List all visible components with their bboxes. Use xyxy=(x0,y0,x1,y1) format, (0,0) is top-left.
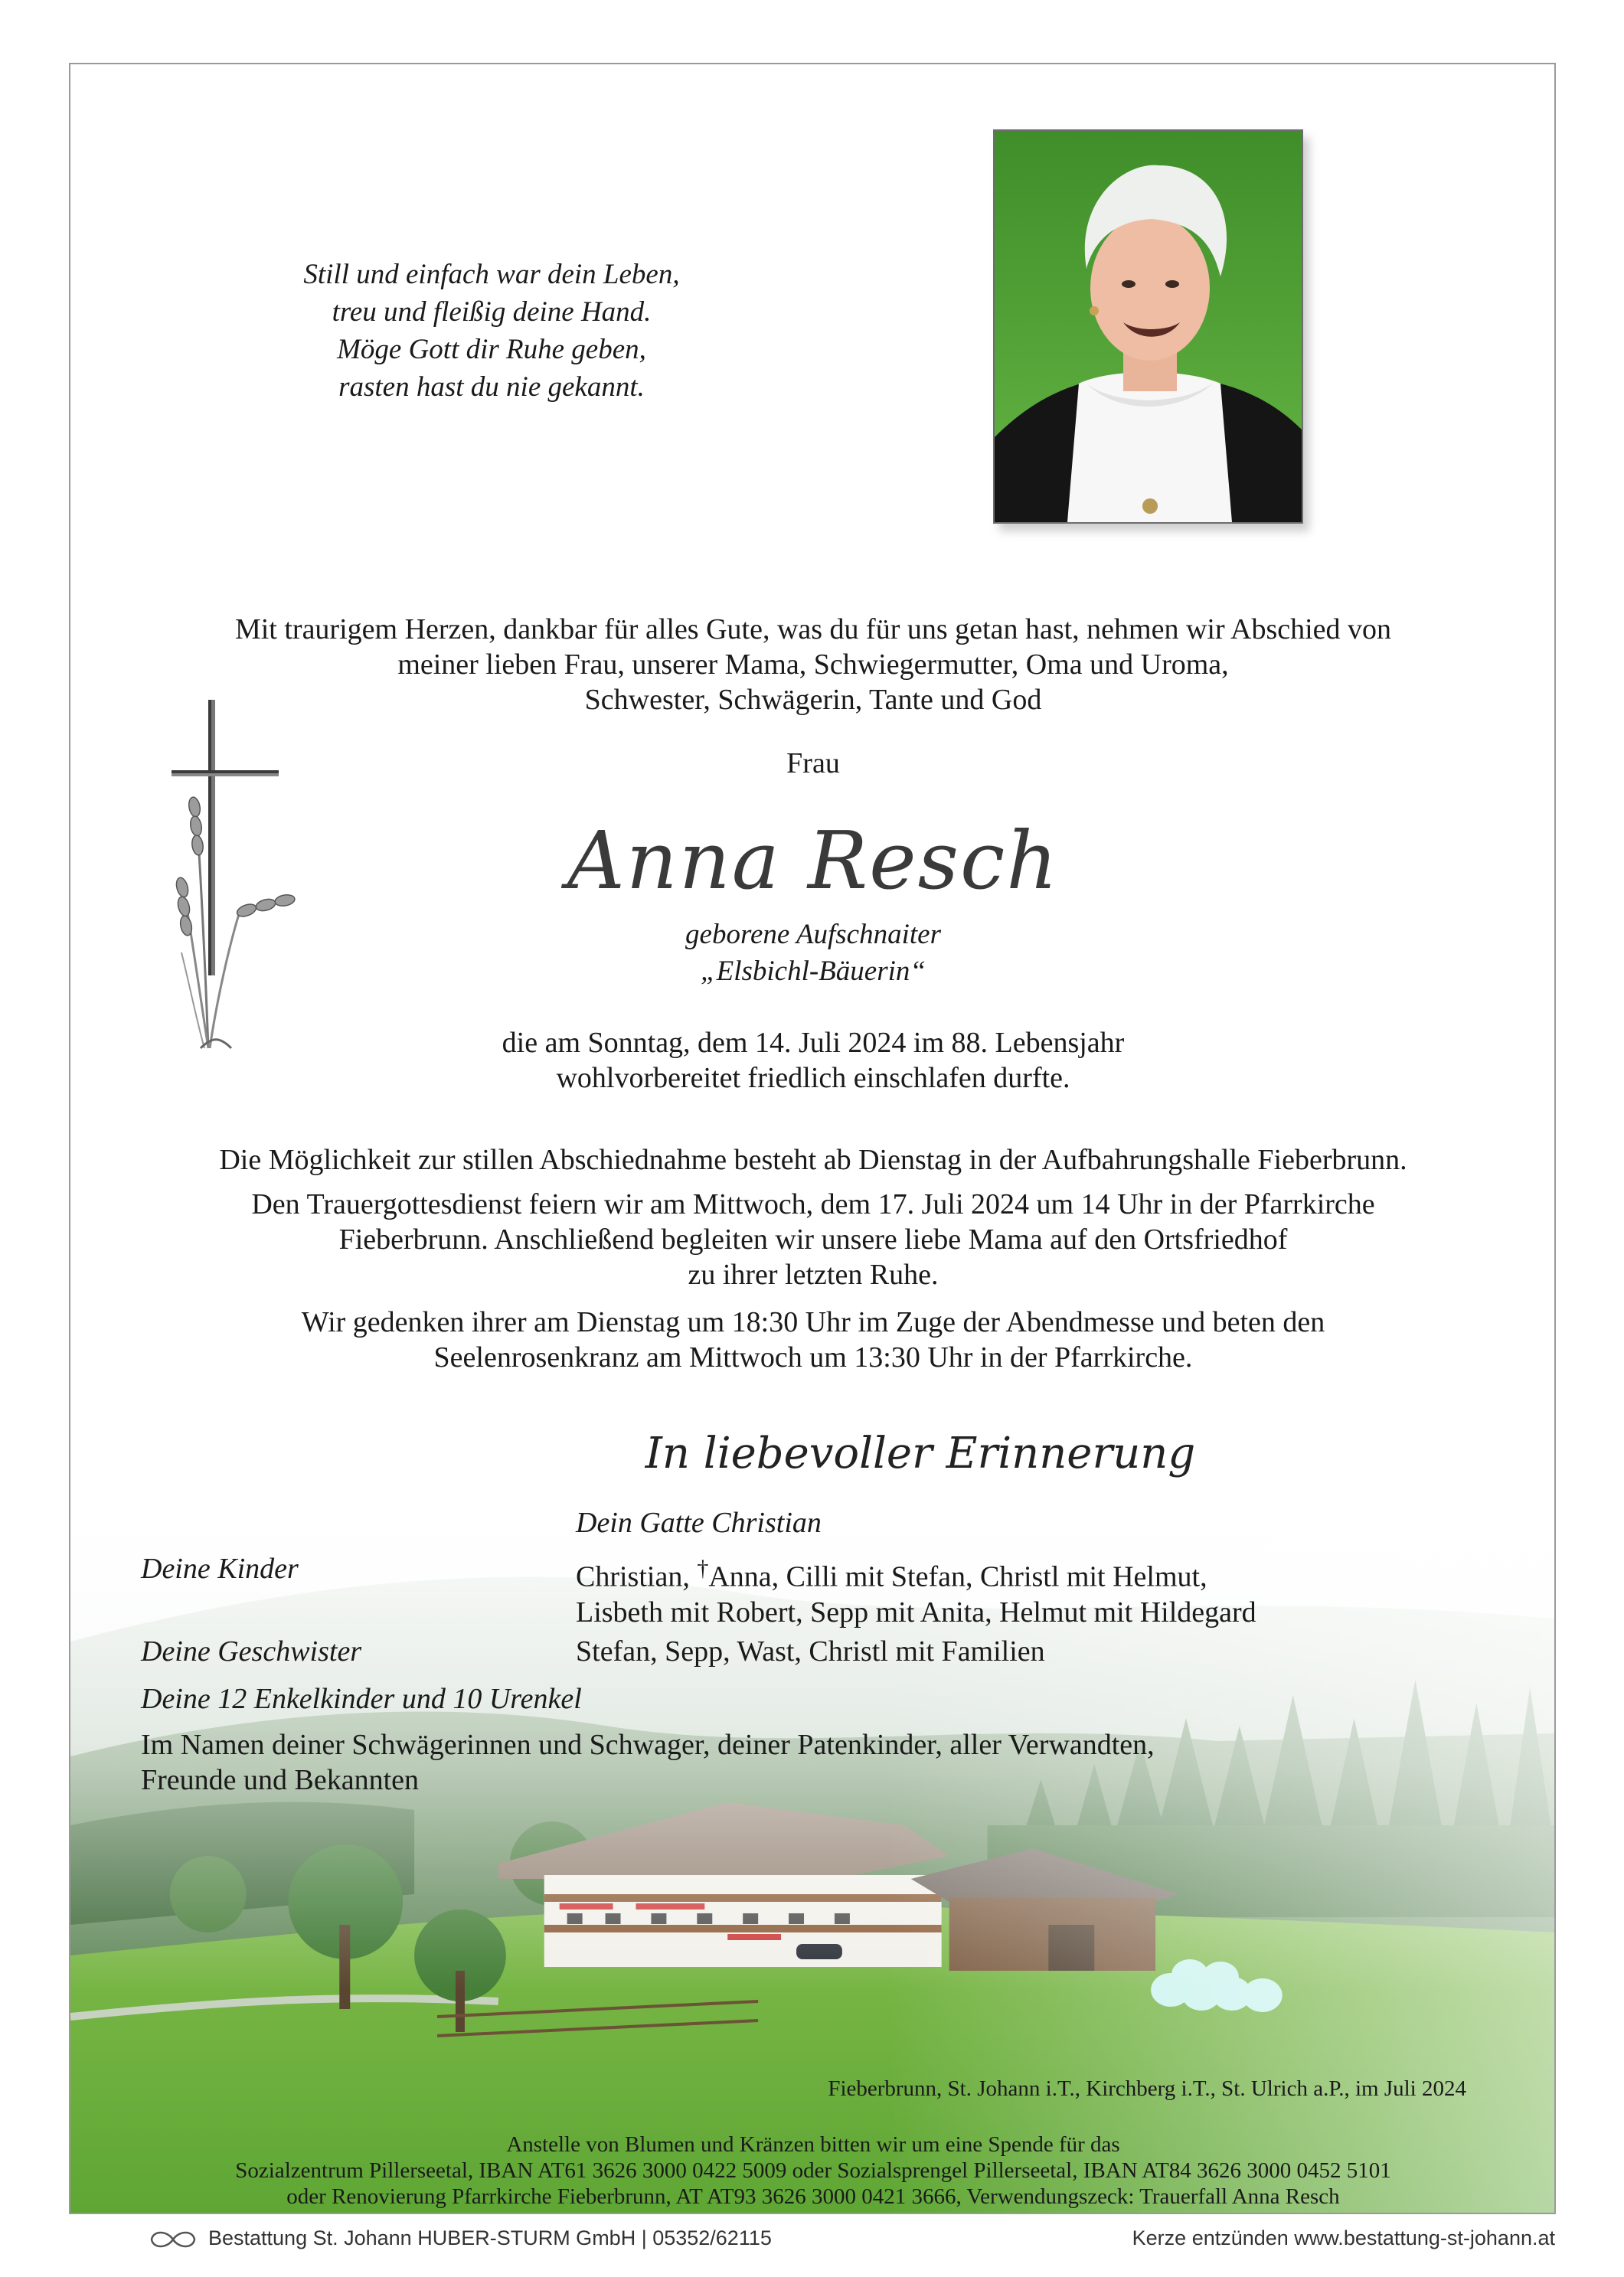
other-mourners xyxy=(141,1727,1443,1798)
poem-line: Möge Gott dir Ruhe geben, xyxy=(337,334,646,365)
children-text: Anna, Cilli mit Stefan, Christl mit Helmut, xyxy=(708,1560,1207,1593)
donation-line: Anstelle von Blumen und Kränzen bitten wir um eine Spende für das xyxy=(506,2132,1120,2157)
poem-line: Still und einfach war dein Leben, xyxy=(303,259,680,290)
memory-title: In liebevoller Erinnerung xyxy=(645,1429,1196,1478)
children-list xyxy=(576,1551,1495,1630)
children-text: Lisbeth mit Robert, Sepp mit Anita, Helmut mit Hildegard xyxy=(576,1596,1256,1629)
siblings-list: Stefan, Sepp, Wast, Christl mit Familien xyxy=(576,1635,1045,1668)
cross-symbol: † xyxy=(697,1556,709,1581)
nickname: „Elsbichl-Bäuerin“ xyxy=(701,956,926,987)
spouse: Dein Gatte Christian xyxy=(576,1507,822,1539)
death-line: wohlvorbereitet friedlich einschlafen durfte. xyxy=(556,1062,1070,1094)
parte-frame xyxy=(69,63,1556,2214)
company-info: Bestattung St. Johann HUBER-STURM GmbH | 05352/62115 xyxy=(208,2226,772,2249)
salutation: Frau xyxy=(786,747,840,779)
others-line: Freunde und Bekannten xyxy=(141,1764,420,1796)
intro-line: meiner lieben Frau, unserer Mama, Schwiegermutter, Oma und Uroma, xyxy=(397,648,1229,681)
footer xyxy=(0,2220,1624,2266)
funeral-line: Den Trauergottesdienst feiern wir am Mittwoch, dem 17. Juli 2024 um 14 Uhr in der Pfarrkirche xyxy=(251,1188,1375,1220)
funeral-service-info xyxy=(116,1187,1510,1292)
infinity-logo-icon xyxy=(145,2226,201,2252)
others-line: Im Namen deiner Schwägerinnen und Schwager, deiner Patenkinder, aller Verwandten, xyxy=(141,1729,1155,1761)
intro-line: Schwester, Schwägerin, Tante und God xyxy=(584,684,1042,716)
siblings-label: Deine Geschwister xyxy=(141,1635,362,1668)
intro-text xyxy=(116,612,1510,717)
poem-line: treu und fleißig deine Hand. xyxy=(332,296,652,328)
death-line: die am Sonntag, dem 14. Juli 2024 im 88. Lebensjahr xyxy=(502,1027,1125,1059)
maiden-name-block xyxy=(116,916,1510,990)
rosary-info xyxy=(116,1305,1510,1375)
death-notice xyxy=(116,1025,1510,1096)
portrait-photo xyxy=(993,129,1303,524)
grandchildren: Deine 12 Enkelkinder und 10 Urenkel xyxy=(141,1683,582,1715)
farewell-info: Die Möglichkeit zur stillen Abschiednahme besteht ab Dienstag in der Aufbahrungshalle Fieberbrunn. xyxy=(219,1144,1407,1176)
donation-line: oder Renovierung Pfarrkirche Fieberbrunn, AT AT93 3626 3000 0421 3666, Verwendungszeck: Trauerfall Anna Resch xyxy=(286,2184,1340,2209)
children-label: Deine Kinder xyxy=(141,1553,299,1585)
children-text: Christian, xyxy=(576,1560,698,1593)
place-date: Fieberbrunn, St. Johann i.T., Kirchberg i.T., St. Ulrich a.P., im Juli 2024 xyxy=(828,2076,1466,2101)
maiden-name: geborene Aufschnaiter xyxy=(685,919,941,950)
poem-line: rasten hast du nie gekannt. xyxy=(338,371,645,403)
donation-line: Sozialzentrum Pillerseetal, IBAN AT61 3626 3000 0422 5009 oder Sozialsprengel Pillerseetal, IBAN AT84 3626 3000 0452 5101 xyxy=(235,2158,1391,2183)
candle-link[interactable]: Kerze entzünden www.bestattung-st-johann.at xyxy=(1132,2226,1555,2249)
funeral-line: Fieberbrunn. Anschließend begleiten wir unsere liebe Mama auf den Ortsfriedhof xyxy=(338,1223,1288,1256)
rosary-line: Seelenrosenkranz am Mittwoch um 13:30 Uhr in der Pfarrkirche. xyxy=(433,1341,1193,1374)
donation-request xyxy=(116,2132,1510,2210)
funeral-line: zu ihrer letzten Ruhe. xyxy=(688,1259,939,1291)
poem xyxy=(300,256,683,406)
intro-line: Mit traurigem Herzen, dankbar für alles Gute, was du für uns getan hast, nehmen wir Abschied von xyxy=(234,613,1392,645)
deceased-name: Anna Resch xyxy=(567,814,1060,907)
rosary-line: Wir gedenken ihrer am Dienstag um 18:30 Uhr im Zuge der Abendmesse und beten den xyxy=(301,1306,1325,1338)
